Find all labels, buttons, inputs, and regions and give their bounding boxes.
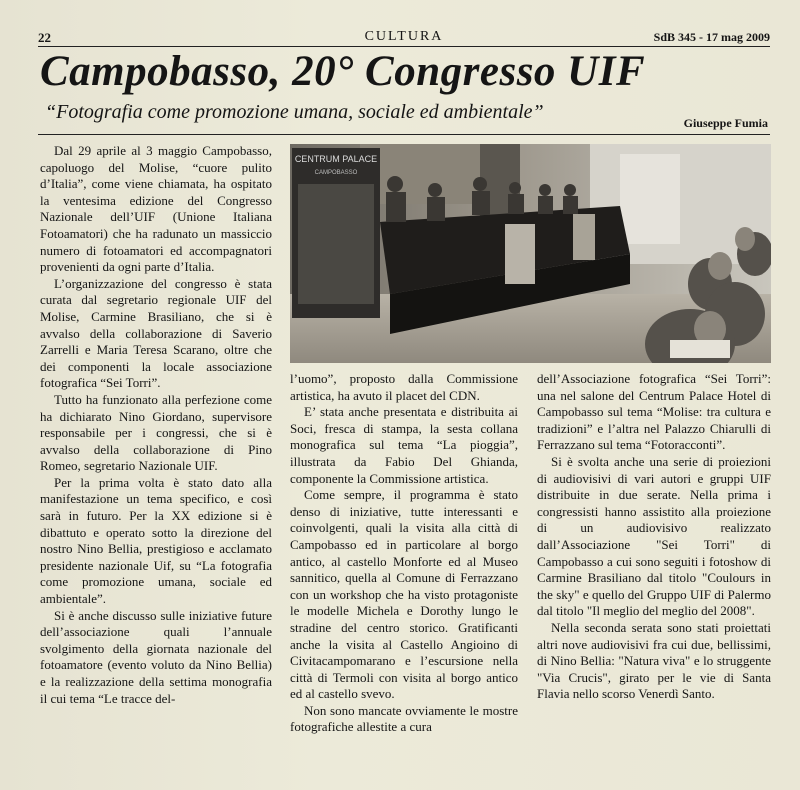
page-number: 22 — [38, 30, 51, 45]
paragraph: Tutto ha funzionato alla perfezione come ha dichiarato Nino Giordano, supervisore responsabile per i congressi, che si è avvalso della collaborazione di Pino Romeo, segretario Nazionale UIF. — [40, 391, 272, 474]
paragraph: Non sono mancate ovviamente le mostre fotografiche allestite a cura — [290, 702, 518, 735]
title-divider — [38, 134, 770, 135]
paragraph: Nella seconda serata sono stati proiettati altri nove audiovisivi fra cui due, bellissimi, di Nino Bellia: "Natura viva" e lo struggente "Via Crucis", girato per le vie di Santa Flavia nello scorso Venerdì Santo. — [537, 619, 771, 702]
banner-text: CENTRUM PALACE — [294, 154, 378, 164]
banner-subtext: CAMPOBASSO — [314, 170, 358, 176]
paragraph: Dal 29 aprile al 3 maggio Campobasso, capoluogo del Molise, “cuore pulito d’Italia”, come viene chiamata, ha ospitato la ventesima edizione del Congresso Nazionale dell’UIF (Unione Italiana Fotoamatori) che ha radunato un massiccio numero di fotoamatori ed accompagnatori provenienti da ogni parte d’Italia. — [40, 143, 272, 275]
paragraph: Come sempre, il programma è stato denso di iniziative, tutte interessanti e coinvolgenti, quali la visita alla città di Campobasso ed in particolare al borgo antico, al castello Monforte ed al Museo sannitico, quella al Comune di Ferrazzano con un workshop che ha visto protagoniste le modelle Michela e Dorothy lungo le stradine del centro storico. Gratificanti anche la visita al Castello Angioino di Civitacampomarano e l’escursione nella città di Termoli con visita al borgo antico ed al castello svevo. — [290, 487, 518, 702]
article-subtitle: “Fotografia come promozione umana, sociale ed ambientale” — [45, 101, 544, 123]
page-header — [38, 30, 770, 46]
article-column-1 — [40, 143, 272, 707]
issue-label: SdB 345 - 17 mag 2009 — [653, 30, 770, 44]
congress-banner — [292, 148, 380, 318]
paragraph: dell’Associazione fotografica “Sei Torri”: una nel salone del Centrum Palace Hotel di Campobasso sul tema “Molise: tra cultura e tradizioni” e l’altra nel Palazzo Chiarulli di Ferrazzano sul tema “Fotoracconti”. — [537, 371, 771, 453]
article-column-3 — [537, 371, 771, 703]
section-label: CULTURA — [364, 29, 444, 44]
article-column-2 — [290, 371, 518, 736]
paragraph: Si è anche discusso sulle iniziative future dell’associazione quali l’annuale svolgimento della giornata nazionale del fotoamatore (evento voluto da Nino Bellia) e la realizzazione della settima monografia il cui tema “Le tracce del- — [40, 607, 272, 706]
paragraph: Per la prima volta è stato dato alla manifestazione un tema specifico, e così sarà in futuro. Per la XX edizione si è dibattuto e operato sotto la direzione del nostro Nino Bellia, prestigioso e acclamato presidente nazionale Uif, su “La fotografia come promozione umana, sociale ed ambientale”. — [40, 474, 272, 607]
paragraph: L’organizzazione del congresso è stata curata dal segretario regionale UIF del Molise, Carmine Brasiliano, che si è avvalso della collaborazione di Saverio Zarrelli e Maria Teresa Scarano, oltre che dei componenti la locale associazione fotografica “Sei Torri”. — [40, 275, 272, 391]
article-author: Giuseppe Fumia — [683, 116, 768, 130]
paragraph: E’ stata anche presentata e distribuita ai Soci, fresca di stampa, la sesta collana monografica sul tema “La pioggia”, illustrata da Fabio Del Ghianda, componente la Commissione artistica. — [290, 404, 518, 486]
article-title: Campobasso, 20° Congresso UIF — [40, 48, 646, 95]
congress-photo — [290, 144, 771, 363]
paragraph: l’uomo”, proposto dalla Commissione artistica, ha avuto il placet del CDN. — [290, 371, 518, 403]
paragraph: Si è svolta anche una serie di proiezioni di audiovisivi di vari autori e gruppi UIF distribuite in due serate. Nella prima i congressisti hanno assistito alla proiezione di un audiovisivo realizzato dall’Associazione "Sei Torri" di Campobasso a cui sono seguiti i fotoshow di Carmine Brasiliano dal titolo "Coulours in the sky" e quello del Gruppo UIF di Palermo dal titolo "Il meglio del meglio del 2008". — [537, 453, 771, 619]
